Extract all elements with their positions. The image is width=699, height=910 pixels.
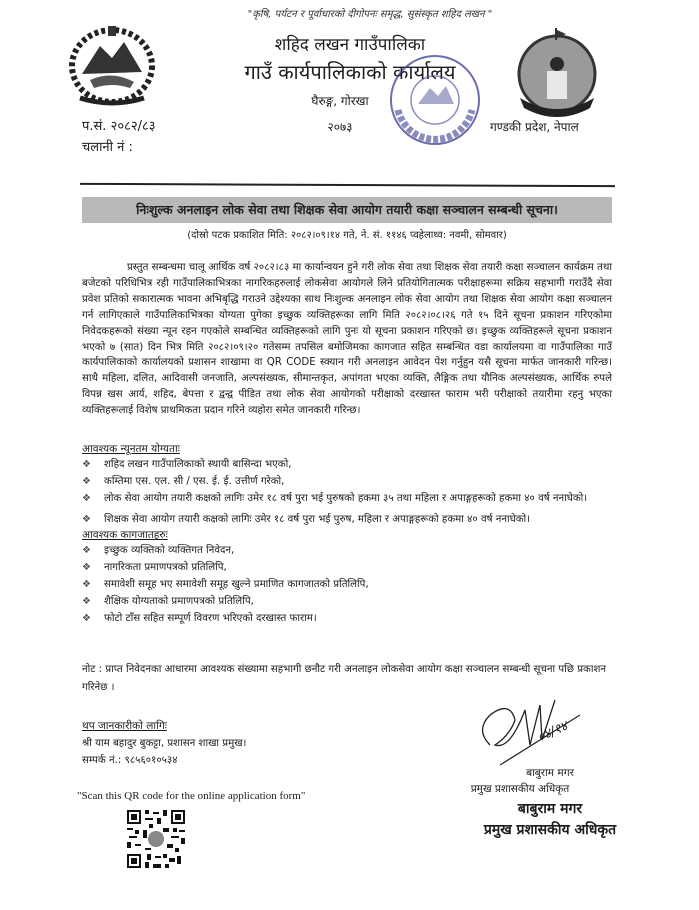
list-item: ❖ समावेशी समूह भए समावेशी समूह खुल्ने प्रमाणित कागजातको प्रतिलिपि, [82,576,617,593]
signatory-title-small: प्रमुख प्रशासकीय अधिकृत [470,783,570,795]
list-item: ❖ कम्तिमा एस. एल. सी / एस. ई. ई. उत्तीर्ण गरेको, [82,473,617,490]
diamond-bullet-icon: ❖ [82,493,91,504]
list-item: ❖ शहिद लखन गाउँपालिकाको स्थायी बासिन्दा भएको, [82,456,617,473]
motto: "कृषि, पर्यटन र पूर्वाधारको दीगोपनः समृद्ध, सुसंस्कृत शहिद लखन " [247,9,493,20]
qualifications-list [82,456,617,528]
diamond-bullet-icon: ❖ [82,476,91,487]
province-country: गण्डकी प्रदेश, नेपाल [490,120,579,134]
contact-person: श्री याम बहादुर बुकट्टा, प्रशासन शाखा प्रमुख। [82,738,247,749]
header-divider [80,183,615,187]
diamond-bullet-icon: ❖ [82,459,91,470]
handwritten-signature [470,690,620,770]
office-name: गाउँ कार्यपालिकाको कार्यालय [244,60,456,84]
office-address: घैरुङ्ग, गोरखा [311,94,369,108]
established-year: २०७३ [327,120,353,134]
list-item: ❖ शैक्षिक योग्यताको प्रमाणपत्रको प्रतिलिपि, [82,593,617,610]
documents-list [82,542,617,627]
qualifications-heading: आवश्यक न्यूनतम योग्यताः [82,443,180,455]
contact-phone: सम्पर्क नं.: ९८५६०१०५३४ [82,755,178,766]
list-item: ❖ फोटो टाँस सहित सम्पूर्ण विवरण भरिएको दरखास्त फाराम। [82,610,617,627]
signatory-name-large: बाबुराम मगर [517,801,583,817]
svg-text:०४/१४: ०४/१४ [535,718,571,746]
note-text: नोट : प्राप्त निवेदनका आधारमा आवश्यक संख्यामा सहभागी छनौट गरी अनलाइन लोकसेवा आयोग कक्षा सञ्चालन सम्बन्धी सूचना पछि प्रकाशन गरिनेछ । [82,664,607,693]
list-item: ❖ इच्छुक व्यक्तिको व्यक्तिगत निवेदन, [82,542,617,559]
dispatch-number: चलानी नं : [82,140,133,155]
diamond-bullet-icon: ❖ [82,613,91,624]
signatory-name-small: बाबुराम मगर [526,767,574,779]
contact-section [82,718,246,769]
org-name: शहिद लखन गाउँपालिका [274,35,426,55]
reference-number: प.सं. २०८२/८३ [82,119,156,134]
diamond-bullet-icon: ❖ [82,579,91,590]
list-item: ❖ नागरिकता प्रमाणपत्रको प्रतिलिपि, [82,559,617,576]
office-stamp [380,48,490,158]
list-item: ❖ लोक सेवा आयोग तयारी कक्षको लागिः उमेर १८ वर्ष पुरा भई पुरुषको हकमा ३५ तथा महिला र अपाङ्गहरूको हकमा ४० वर्ष ननाघेको। [82,490,617,507]
signatory-title-large: प्रमुख प्रशासकीय अधिकृत [483,822,617,838]
diamond-bullet-icon: ❖ [82,596,91,607]
qr-label: "Scan this QR code for the online application form" [77,790,306,802]
notice-subtitle: (दोस्रो पटक प्रकाशित मिति: २०८२।०९।१४ गते, ने. सं. ११४६ प्वहेलाथ्व: नवमी, सोमवार) [187,230,507,241]
documents-heading: आवश्यक कागजातहरुः [82,529,168,541]
nepal-emblem-logo [62,22,162,107]
qualifications-section [82,442,617,627]
municipality-logo [510,28,605,123]
diamond-bullet-icon: ❖ [82,514,91,525]
notice-title: निःशुल्क अनलाइन लोक सेवा तथा शिक्षक सेवा आयोग तयारी कक्षा सञ्चालन सम्बन्धी सूचना। [136,202,558,217]
list-item: ❖ शिक्षक सेवा आयोग तयारी कक्षको लागिः उमेर १८ वर्ष पुरा भई पुरुष, महिला र अपाङ्गहरूको हकमा ४० वर्ष ननाघेको। [82,511,617,528]
notice-body: प्रस्तुत सम्बन्धमा चालू आर्थिक वर्ष २०८२।८३ मा कार्यान्वयन हुने गरी लोक सेवा तथा शिक्षक सेवा तयारी कक्षा सञ्चालन कार्यक्रम तथा बजेटको परिधिभित्र रही गाउँपालिकाभित्रका नागरिकहरुलाई लोकसेवा आयोगले लिने प्रतियोगितात्मक परीक्षाहरूमा सक्रिय सहभागी गराउँदै सेवा प्रवेश प्रतिको सकारात्मक भावना अभिबृद्धि गराउने उद्देश्यका साथ निःशुल्क अनलाइन लोक सेवा आयोग तथा शिक्षक सेवा आयोग कक्षा सञ्चालन गर्न लागिएकाले गाउँपालिकाभित्रका योग्यता पुगेका इच्छुक व्यक्तिहरूका लागि मिति २०८२।०८।२६ गते १५ दिने सूचना प्रकाशन गरिएकोमा निवेदकहरूको संख्या न्यून रहन गएकोले सम्बन्धित व्यक्तिहरूको लागि पुनः यो सूचना प्रकाशन गरिएको छ। इच्छुक व्यक्तिहरूले सूचना प्रकाशन भएको ७ (सात) दिन भित्र मिति २०८२।०९।२० गतेसम्म तपसिल बमोजिमका कागजात सहित सम्बन्धित वडा कार्यालयमा वा गाउँपालिका गाउँ कार्यपालिकाको कार्यालयको प्रशासन शाखामा वा QR CODE स्क्यान गरी अनलाइन आवेदन पेश गर्नुहुन यसै सूचना मार्फत जानकारी गरिन्छ। साथै महिला, दलित, आदिवासी जनजाति, अल्पसंख्यक, सीमान्तकृत, अपांगता भएका व्यक्ति, लैङ्गिक तथा यौनिक अल्पसंख्यक, आर्थिक रुपले विपन्न खस आर्य, शहिद, बेपत्ता र द्वन्द्व पीडित तथा लोक सेवा आयोगको परीक्षाको दरखास्त फाराम भरी परीक्षाको तयारीमा रहनु भएका व्यक्तिहरूलाई विशेष प्राथमिकता प्रदान गरिने व्यहोरा समेत जानकारी गरिन्छ। [82,262,612,417]
diamond-bullet-icon: ❖ [82,562,91,573]
qr-code[interactable] [125,808,187,870]
contact-heading: थप जानकारीको लागिः [82,720,167,732]
diamond-bullet-icon: ❖ [82,545,91,556]
